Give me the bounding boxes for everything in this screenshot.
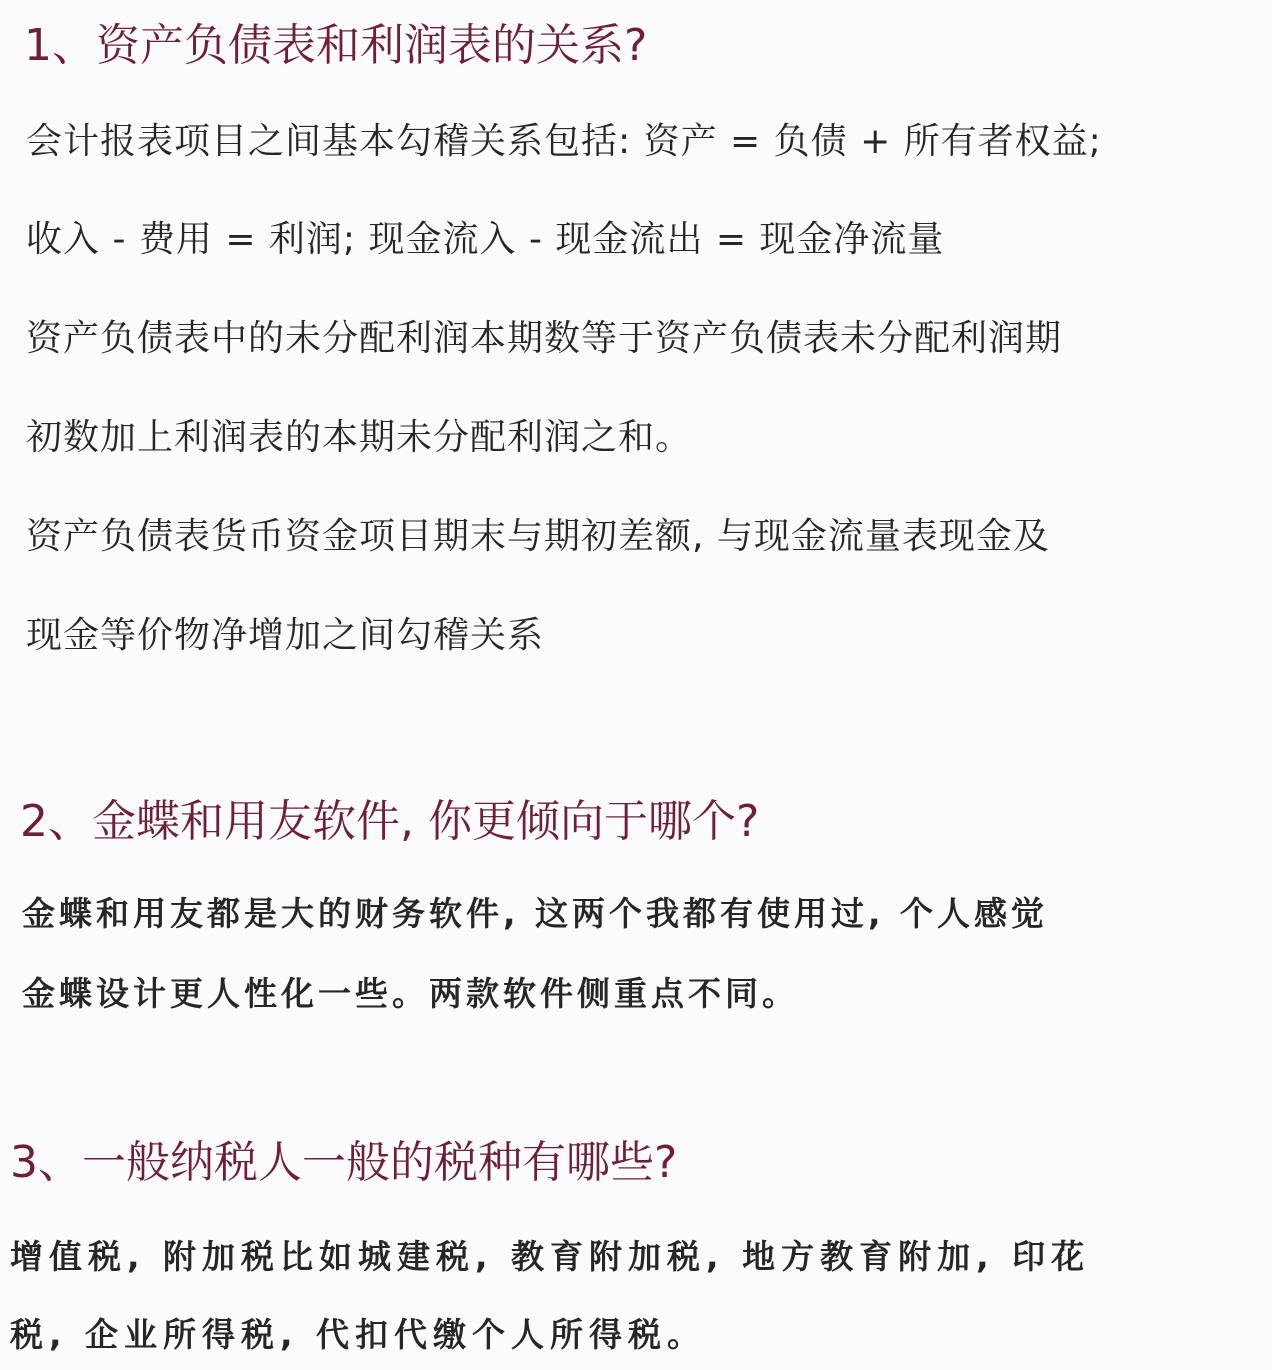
answer-1-line-5: 资产负债表货币资金项目期末与期初差额, 与现金流量表现金及	[26, 516, 1050, 557]
answer-1-line-3: 资产负债表中的未分配利润本期数等于资产负债表未分配利润期	[26, 318, 1063, 359]
answer-2-line-1: 金蝶和用友都是大的财务软件, 这两个我都有使用过, 个人感觉	[22, 894, 1049, 933]
answer-1-line-6: 现金等价物净增加之间勾稽关系	[26, 615, 545, 656]
question-3-heading: 3、一般纳税人一般的税种有哪些?	[10, 1137, 678, 1188]
answer-1-line-4: 初数加上利润表的本期未分配利润之和。	[26, 417, 693, 458]
answer-1-line-2: 收入 - 费用 = 利润; 现金流入 - 现金流出 = 现金净流量	[26, 219, 945, 260]
question-2-heading: 2、金蝶和用友软件, 你更倾向于哪个?	[20, 796, 760, 847]
answer-3-line-2: 税, 企业所得税, 代扣代缴个人所得税。	[10, 1315, 707, 1354]
question-1-heading: 1、资产负债表和利润表的关系?	[24, 20, 648, 71]
answer-1-line-1: 会计报表项目之间基本勾稽关系包括: 资产 = 负债 + 所有者权益;	[26, 121, 1102, 162]
answer-2-line-2: 金蝶设计更人性化一些。两款软件侧重点不同。	[22, 974, 799, 1013]
answer-3-line-1: 增值税, 附加税比如城建税, 教育附加税, 地方教育附加, 印花	[10, 1237, 1091, 1276]
